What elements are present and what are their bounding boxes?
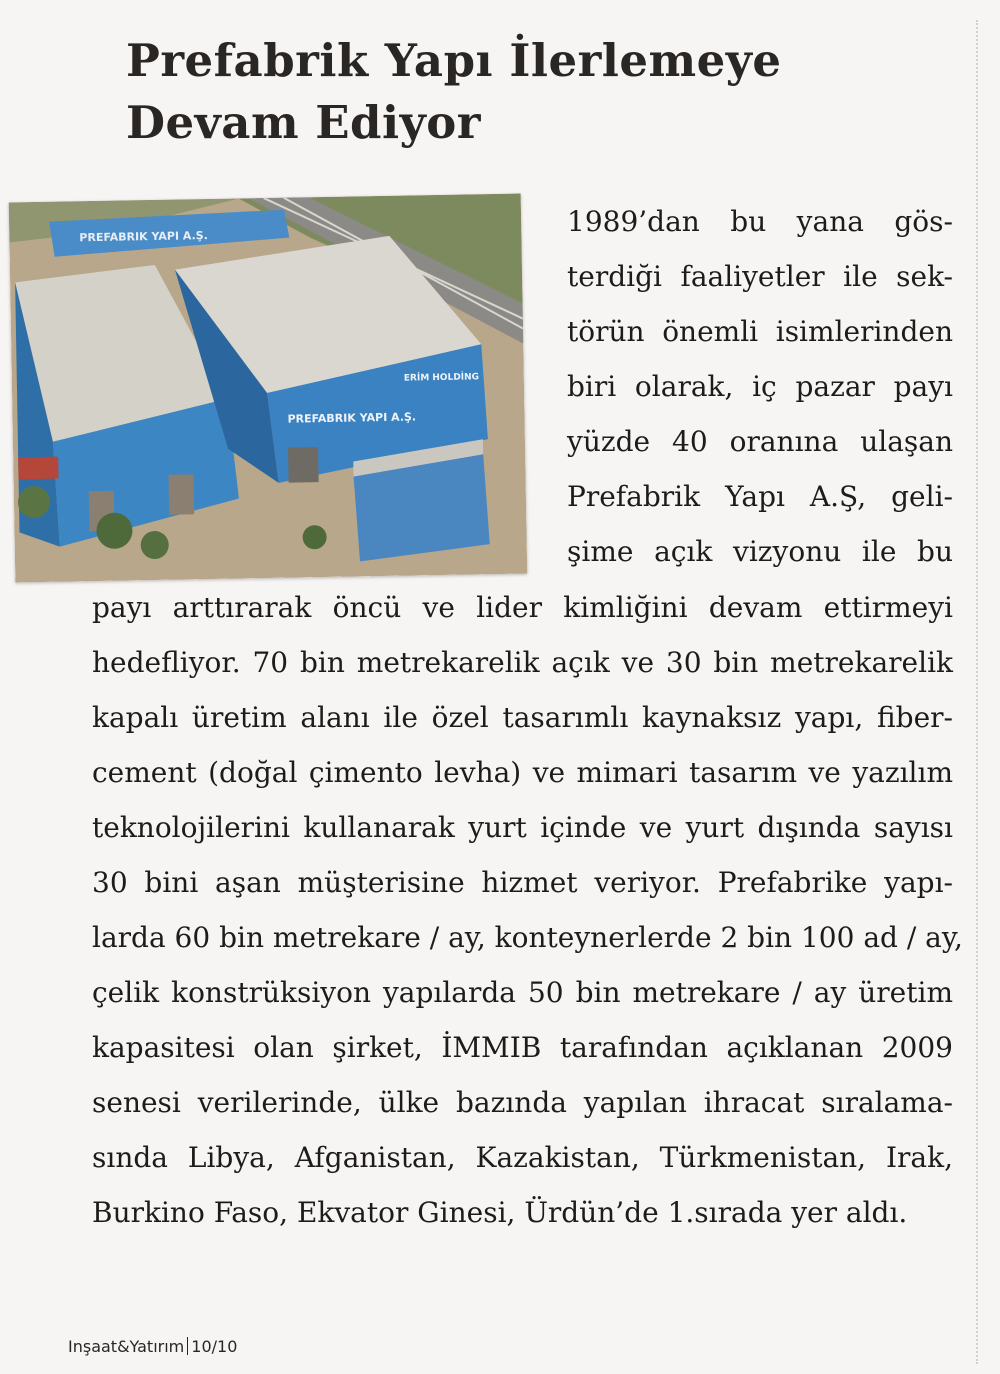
body-line: senesi verilerinde, ülke bazında yapılan ihracat sıralama- bbox=[92, 1086, 953, 1119]
article-body-right-column bbox=[567, 194, 953, 579]
title-line-1: Prefabrik Yapı İlerlemeye bbox=[126, 34, 782, 87]
body-line: teknolojilerini kullanarak yurt içinde ve yurt dışında sayısı bbox=[92, 811, 953, 844]
body-line: sında Libya, Afganistan, Kazakistan, Türkmenistan, Irak, bbox=[92, 1141, 953, 1174]
footer-divider bbox=[187, 1337, 188, 1355]
body-line: törün önemli isimlerinden bbox=[567, 315, 953, 348]
factory-aerial-photo bbox=[9, 194, 528, 583]
body-line: cement (doğal çimento levha) ve mimari tasarım ve yazılım bbox=[92, 756, 953, 789]
body-line: kapasitesi olan şirket, İMMIB tarafından açıklanan 2009 bbox=[92, 1031, 953, 1064]
body-line: larda 60 bin metrekare / ay, konteynerlerde 2 bin 100 ad / ay, bbox=[92, 921, 963, 954]
body-line: hedefliyor. 70 bin metrekarelik açık ve 30 bin metrekarelik bbox=[92, 646, 953, 679]
article-title bbox=[126, 30, 926, 154]
body-line: şime açık vizyonu ile bu bbox=[567, 535, 953, 568]
body-line: biri olarak, iç pazar payı bbox=[567, 370, 953, 403]
body-line: Prefabrik Yapı A.Ş, geli- bbox=[567, 480, 953, 513]
body-line: çelik konstrüksiyon yapılarda 50 bin metrekare / ay üretim bbox=[92, 976, 953, 1009]
body-line: 1989’dan bu yana gös- bbox=[567, 205, 953, 238]
magazine-name: Inşaat&Yatırım bbox=[68, 1337, 185, 1356]
title-line-2: Devam Ediyor bbox=[126, 96, 481, 149]
body-line: yüzde 40 oranına ulaşan bbox=[567, 425, 953, 458]
body-line: 30 bini aşan müşterisine hizmet veriyor. Prefabrike yapı- bbox=[92, 866, 953, 899]
body-line: Burkino Faso, Ekvator Ginesi, Ürdün’de 1.sırada yer aldı. bbox=[92, 1196, 908, 1229]
roof-sign: PREFABRIK YAPI A.Ş. bbox=[79, 229, 208, 245]
body-line: payı arttırarak öncü ve lider kimliğini devam ettirmeyi bbox=[92, 591, 953, 624]
body-line: terdiği faaliyetler ile sek- bbox=[567, 260, 953, 293]
page-number: 10/10 bbox=[191, 1337, 238, 1356]
page-footer bbox=[68, 1337, 237, 1356]
wall-sign: PREFABRIK YAPI A.Ş. bbox=[287, 410, 417, 426]
holding-sign: ERİM HOLDİNG bbox=[403, 372, 480, 384]
page-edge bbox=[976, 20, 978, 1364]
article-body-full-width bbox=[92, 580, 963, 1240]
body-line: kapalı üretim alanı ile özel tasarımlı kaynaksız yapı, fiber- bbox=[92, 701, 953, 734]
